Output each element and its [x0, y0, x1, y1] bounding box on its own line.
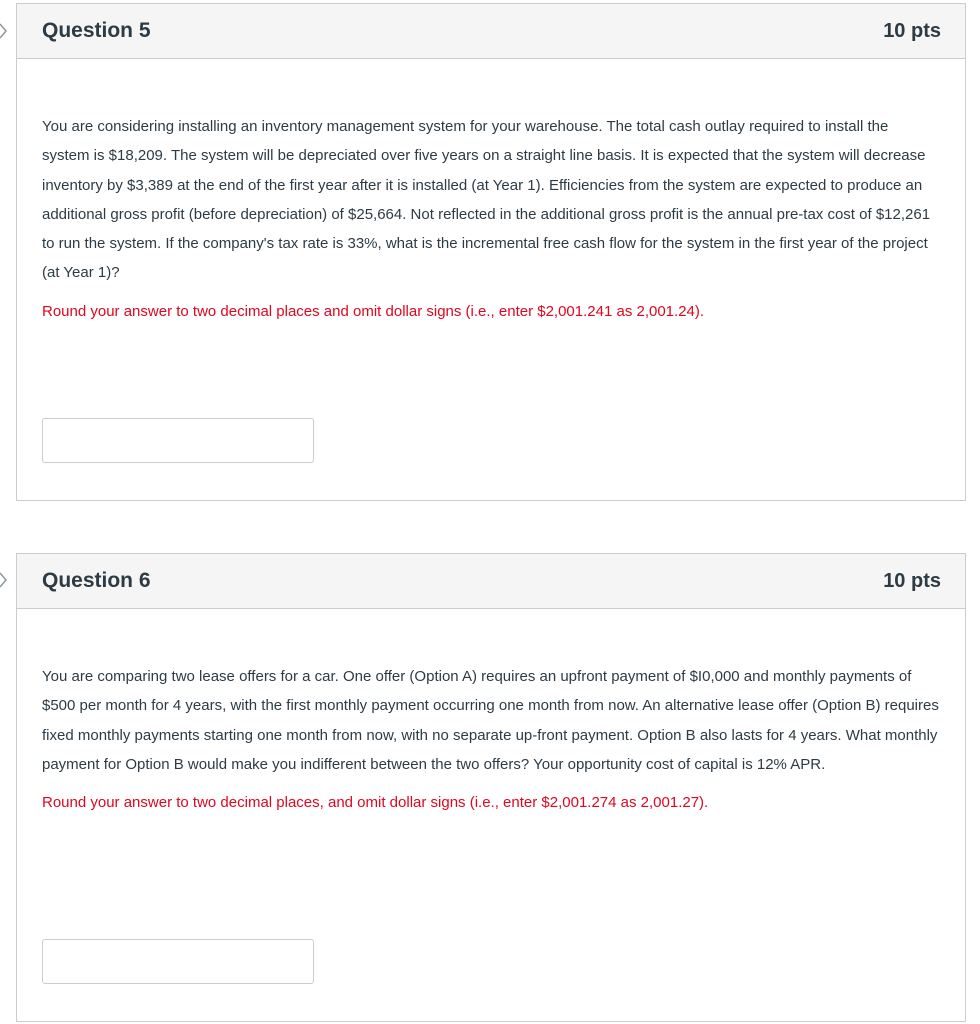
question-points: 10 pts	[883, 569, 941, 592]
answer-input[interactable]	[42, 418, 314, 463]
question-header	[17, 4, 965, 59]
question-header	[17, 554, 965, 609]
answer-input[interactable]	[42, 939, 314, 984]
rounding-instruction: Round your answer to two decimal places and omit dollar signs (i.e., enter $2,001.241 as 2,001.24).	[42, 302, 705, 320]
question-title: Question 6	[42, 569, 151, 592]
chevron-right-icon	[0, 571, 8, 589]
chevron-right-icon	[0, 22, 8, 40]
question-title: Question 5	[42, 19, 151, 42]
question-text: You are comparing two lease offers for a car. One offer (Option A) requires an upfront payment of $I0,000 and monthly payments of $500 per month for 4 years, with the first monthly payment occurring one month from now. An alternative lease offer (Option B) requires fixed monthly payments starting one month from now, with no separate up-front payment. Option B also lasts for 4 years. What monthly payment for Option B would make you indifferent between the two offers? Your opportunity cost of capital is 12% APR.	[42, 668, 939, 773]
question-6	[16, 553, 966, 1022]
question-points: 10 pts	[883, 19, 941, 42]
question-5	[16, 3, 966, 501]
question-body	[17, 609, 965, 813]
rounding-instruction: Round your answer to two decimal places, and omit dollar signs (i.e., enter $2,001.274 as 2,001.27).	[42, 794, 709, 812]
question-text: You are considering installing an inventory management system for your warehouse. The total cash outlay required to install the system is $18,209. The system will be depreciated over five years on a straight line basis. It is expected that the system will decrease inventory by $3,389 at the end of the first year after it is installed (at Year 1). Efficiencies from the system are expected to produce an additional gross profit (before depreciation) of $25,664. Not reflected in the additional gross profit is the annual pre-tax cost of $12,261 to run the system. If the company's tax rate is 33%, what is the incremental free cash flow for the system in the first year of the project (at Year 1)?	[42, 118, 931, 282]
question-body	[17, 59, 965, 322]
